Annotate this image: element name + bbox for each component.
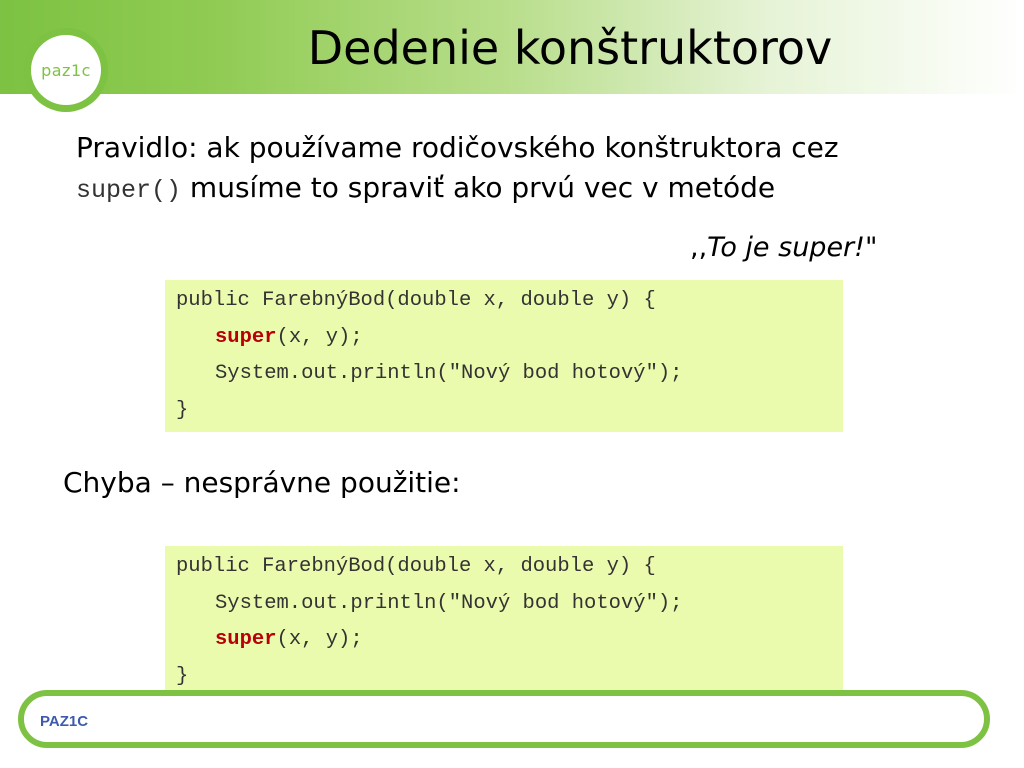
wrong-code-block	[165, 546, 843, 692]
code-keyword-super: super	[215, 325, 277, 349]
code-line: public FarebnýBod(double x, double y) {	[176, 289, 656, 312]
logo-inner-circle	[31, 35, 101, 105]
rule-code-super: super()	[76, 176, 182, 205]
error-label: Chyba – nesprávne použitie:	[63, 466, 461, 499]
code-line	[176, 323, 843, 360]
code-line: System.out.println("Nový bod hotový");	[215, 362, 683, 385]
code-line: System.out.println("Nový bod hotový");	[215, 591, 683, 615]
rule-line-1: Pravidlo: ak používame rodičovského konštruktora cez	[76, 131, 839, 164]
footer-bar	[18, 690, 990, 748]
rule-line-2-text: musíme to spraviť ako prvú vec v metóde	[181, 171, 776, 204]
code-line: public FarebnýBod(double x, double y) {	[176, 555, 656, 578]
quote-open: ,,	[690, 232, 708, 263]
rule-text	[76, 128, 996, 211]
code-line	[176, 625, 843, 662]
slide-title: Dedenie konštruktorov	[307, 21, 833, 75]
quote-text: To je super!	[707, 232, 865, 263]
correct-code-block	[165, 280, 843, 432]
quote-close: "	[864, 232, 878, 263]
footer-label: PAZ1C	[40, 713, 89, 730]
logo-text: paz1c	[41, 60, 91, 80]
code-keyword-super: super	[215, 628, 277, 651]
code-line: }	[176, 398, 189, 422]
paz1c-logo	[24, 28, 108, 112]
code-args: (x, y);	[276, 628, 363, 651]
code-line: }	[176, 664, 189, 688]
quote	[690, 228, 877, 268]
code-args: (x, y);	[276, 325, 363, 349]
rule-line-2	[76, 168, 996, 211]
